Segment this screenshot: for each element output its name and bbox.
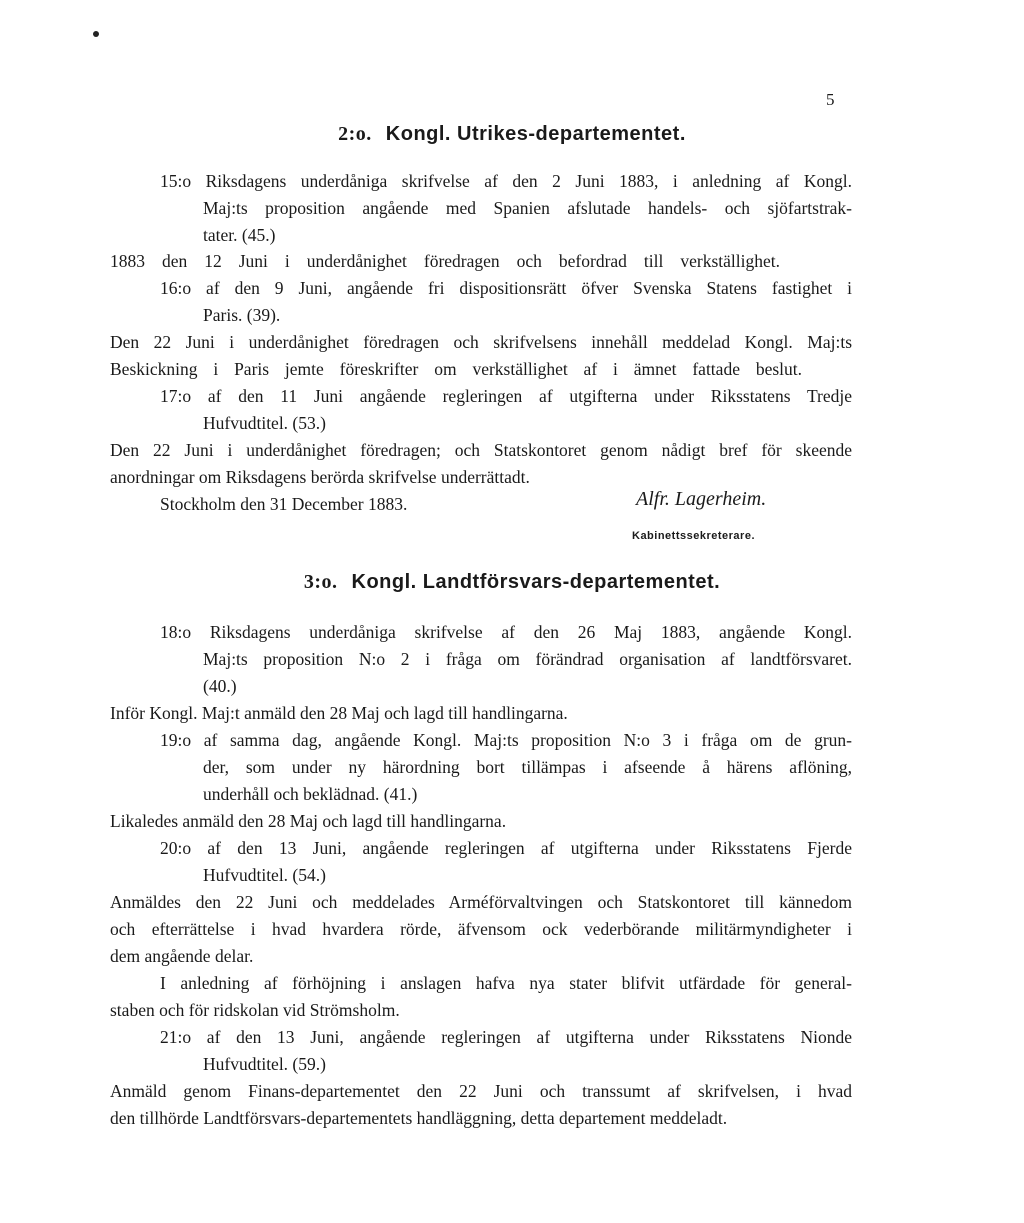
page-number: 5 xyxy=(826,90,835,109)
text-line: Likaledes anmäld den 28 Maj och lagd till handlingarna. xyxy=(110,811,507,831)
text-line: 15:o Riksdagens underdåniga skrifvelse af den 2 Juni 1883, i anledning af Kongl. xyxy=(160,171,852,191)
text-line: Inför Kongl. Maj:t anmäld den 28 Maj och lagd till handlingarna. xyxy=(110,703,568,723)
text-line: staben och för ridskolan vid Strömsholm. xyxy=(110,1000,400,1020)
text-line: Beskickning i Paris jemte föreskrifter om verkställighet af i ämnet fattade beslut. xyxy=(110,359,802,379)
text-line: 18:o Riksdagens underdåniga skrifvelse af den 26 Maj 1883, angående Kongl. xyxy=(160,622,852,642)
text-line: 19:o af samma dag, angående Kongl. Maj:ts proposition N:o 3 i fråga om de grun- xyxy=(160,730,852,750)
text-line: Paris. (39). xyxy=(203,305,281,325)
section-title: Kongl. Utrikes-departementet. xyxy=(385,123,686,145)
section-title: Kongl. Landtförsvars-departementet. xyxy=(351,571,721,593)
signature-name: Alfr. Lagerheim. xyxy=(636,488,767,510)
text-line: Anmäldes den 22 Juni och meddelades Arméförvaltvingen och Statskontoret till kännedom xyxy=(110,892,852,912)
text-line: Maj:ts proposition N:o 2 i fråga om förändrad organisation af landtförsvaret. xyxy=(203,649,852,669)
text-line: Den 22 Juni i underdånighet föredragen; och Statskontoret genom nådigt bref för skeende xyxy=(110,440,852,460)
text-line: Den 22 Juni i underdånighet föredragen och skrifvelsens innehåll meddelad Kongl. Maj:ts xyxy=(110,332,852,352)
section-number: 3:o. xyxy=(303,571,338,593)
text-line: anordningar om Riksdagens berörda skrifvelse underrättadt. xyxy=(110,467,530,487)
text-line: der, som under ny härordning bort tillämpas i afseende å härens aflöning, xyxy=(203,757,852,777)
text-line: Stockholm den 31 December 1883. xyxy=(160,494,408,514)
text-line: Maj:ts proposition angående med Spanien afslutade handels- och sjöfartstrak- xyxy=(203,198,852,218)
text-line: 21:o af den 13 Juni, angående regleringen af utgifterna under Riksstatens Nionde xyxy=(160,1027,852,1047)
text-line: 16:o af den 9 Juni, angående fri dispositionsrätt öfver Svenska Statens fastighet i xyxy=(160,278,852,298)
section-number: 2:o. xyxy=(338,123,372,145)
text-line: tater. (45.) xyxy=(203,225,276,245)
text-line: Hufvudtitel. (54.) xyxy=(203,865,326,885)
text-line: 20:o af den 13 Juni, angående regleringen af utgifterna under Riksstatens Fjerde xyxy=(160,838,852,858)
text-line: underhåll och beklädnad. (41.) xyxy=(203,784,418,804)
signature-title: Kabinettssekreterare. xyxy=(632,530,756,542)
text-line: I anledning af förhöjning i anslagen hafva nya stater blifvit utfärdade för general- xyxy=(160,973,852,993)
text-line: den tillhörde Landtförsvars-departementets handläggning, detta departement meddeladt. xyxy=(110,1108,728,1128)
text-line: dem angående delar. xyxy=(110,946,254,966)
section-heading-utrikes xyxy=(0,123,1024,146)
text-line: Hufvudtitel. (59.) xyxy=(203,1054,326,1074)
text-line: Hufvudtitel. (53.) xyxy=(203,413,326,433)
text-line: och efterrättelse i hvad hvardera rörde, äfvensom ock vederbörande militärmyndigheter i xyxy=(110,919,852,939)
section-heading-landtforsvars xyxy=(0,571,1024,594)
ink-speck xyxy=(93,31,99,37)
text-line: 17:o af den 11 Juni angående regleringen af utgifterna under Riksstatens Tredje xyxy=(160,386,852,406)
text-line: 1883 den 12 Juni i underdånighet föredragen och befordrad till verkställighet. xyxy=(110,251,780,271)
text-line: Anmäld genom Finans-departementet den 22 Juni och transsumt af skrifvelsen, i hvad xyxy=(110,1081,852,1101)
text-line: (40.) xyxy=(203,676,237,696)
